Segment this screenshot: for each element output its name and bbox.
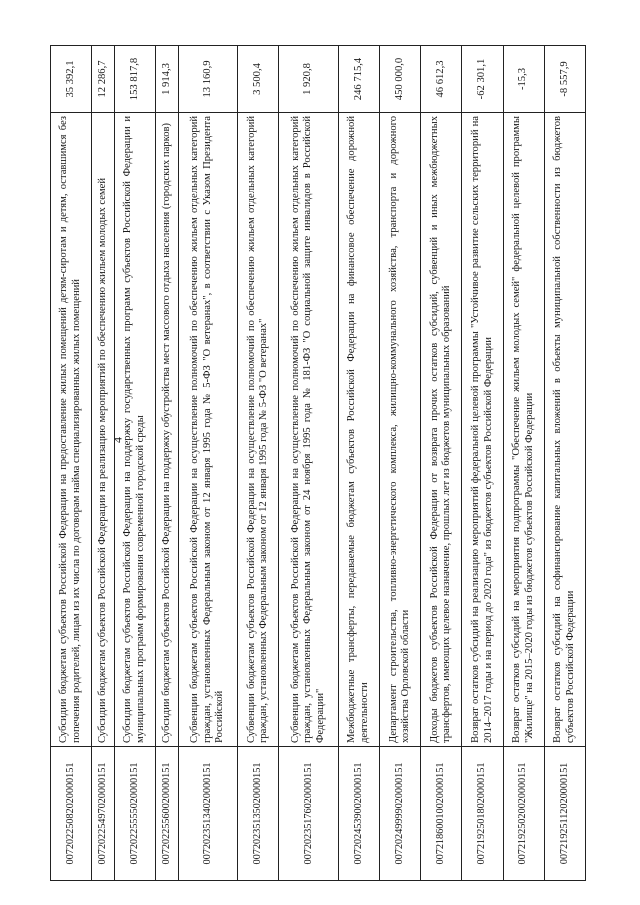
row-code: 00720249999020000151 — [380, 747, 421, 881]
row-amount: -62 301,1 — [462, 46, 503, 113]
row-amount: 13 160,9 — [178, 46, 238, 113]
row-amount: 1 914,3 — [156, 46, 179, 113]
row-name: Возврат остатков субсидий на мероприятия подпрограммы "Обеспечение жильем молодых семей" федеральной целевой программы "Жилище" на 2015–2020 годы из бюджетов субъектов Российской Федерации — [503, 113, 544, 747]
row-code: 00721925020020000151 — [503, 747, 544, 881]
row-code: 00720225555020000151 — [114, 747, 155, 881]
table-row — [421, 46, 462, 881]
page-number: 4 — [110, 437, 125, 443]
row-code: 00721860010020000151 — [421, 747, 462, 881]
table-row — [92, 46, 115, 881]
row-code: 00720235176020000151 — [279, 747, 339, 881]
row-name: Субвенции бюджетам субъектов Российской Федерации на осуществление полномочий по обеспечению жильем отдельных категорий граждан, установленных Федеральным законом от 12 января 1995 года № 5-ФЗ "О ветеранах", в соответствии с Указом Президента Российской — [178, 113, 238, 747]
budget-income-table — [50, 45, 586, 881]
row-code: 00720225497020000151 — [92, 747, 115, 881]
row-amount: 46 612,3 — [421, 46, 462, 113]
table-row — [279, 46, 339, 881]
table-row — [544, 46, 585, 881]
row-name: Департамент строительства, топливно-энергетического комплекса, жилищно-коммунального хозяйства, транспорта и дорожного хозяйства Орловской области — [380, 113, 421, 747]
row-code: 00721925018020000151 — [462, 747, 503, 881]
row-name: Возврат остатков субсидий на реализацию мероприятий федеральной целевой программы "Устойчивое развитие сельских территорий на 2014–2017 годы и на период до 2020 года" из бюджетов субъектов Российской Федерации — [462, 113, 503, 747]
row-name: Субсидии бюджетам субъектов Российской Федерации на поддержку обустройства мест массового отдыха населения (городских парков) — [156, 113, 179, 747]
row-amount: -15,3 — [503, 46, 544, 113]
table-row — [339, 46, 380, 881]
table-body — [51, 46, 586, 881]
table-row — [503, 46, 544, 881]
row-code: 00720225082020000151 — [51, 747, 92, 881]
row-code: 00720235135020000151 — [238, 747, 279, 881]
row-name: Доходы бюджетов субъектов Российской Федерации от возврата прочих остатков субсидий, субвенций и иных межбюджетных трансфертов, имеющих целевое назначение, прошлых лет из бюджетов муниципальных образований — [421, 113, 462, 747]
row-name: Субвенции бюджетам субъектов Российской Федерации на осуществление полномочий по обеспечению жильем отдельных категорий граждан, установленных Федеральным законом от 12 января 1995 года № 5-ФЗ "О ветеранах" — [238, 113, 279, 747]
table-row — [462, 46, 503, 881]
row-amount: 153 817,8 — [114, 46, 155, 113]
row-name: Субсидии бюджетам субъектов Российской Федерации на предоставление жилых помещений детям-сиротам и детям, оставшимся без попечения родителей, лицам из их числа по договорам найма специализированных жилых помещений — [51, 113, 92, 747]
rotated-table-area — [50, 45, 586, 881]
row-name: Межбюджетные трансферты, передаваемые бюджетам субъектов Российской Федерации на финансовое обеспечение дорожной деятельности — [339, 113, 380, 747]
row-amount: -8 557,9 — [544, 46, 585, 113]
table-container — [50, 45, 586, 881]
row-amount: 35 392,1 — [51, 46, 92, 113]
table-row — [238, 46, 279, 881]
row-code: 00720245390020000151 — [339, 747, 380, 881]
row-amount: 1 920,8 — [279, 46, 339, 113]
row-code: 00720235134020000151 — [178, 747, 238, 881]
table-row — [114, 46, 155, 881]
table-row — [178, 46, 238, 881]
table-row — [380, 46, 421, 881]
row-name: Субвенции бюджетам субъектов Российской Федерации на осуществление полномочий по обеспечению жильем отдельных категорий граждан, установленных Федеральным законом от 24 ноября 1995 года № 181-ФЗ "О социальной защите инвалидов в Российской Федерации" — [279, 113, 339, 747]
row-name: Возврат остатков субсидий на софинансирование капитальных вложений в объекты муниципальной собственности из бюджетов субъектов Российской Федерации — [544, 113, 585, 747]
row-name: Субсидии бюджетам субъектов Российской Федерации на реализацию мероприятий по обеспечению жильем молодых семей — [92, 113, 115, 747]
table-row — [51, 46, 92, 881]
row-name: Субсидии бюджетам субъектов Российской Федерации на поддержку государственных программ субъектов Российской Федерации и муниципальных программ формирования современной городской среды — [114, 113, 155, 747]
row-code: 00720225560020000151 — [156, 747, 179, 881]
row-amount: 3 500,4 — [238, 46, 279, 113]
row-code: 00721925112020000151 — [544, 747, 585, 881]
row-amount: 12 286,7 — [92, 46, 115, 113]
table-row — [156, 46, 179, 881]
row-amount: 450 000,0 — [380, 46, 421, 113]
row-amount: 246 715,4 — [339, 46, 380, 113]
